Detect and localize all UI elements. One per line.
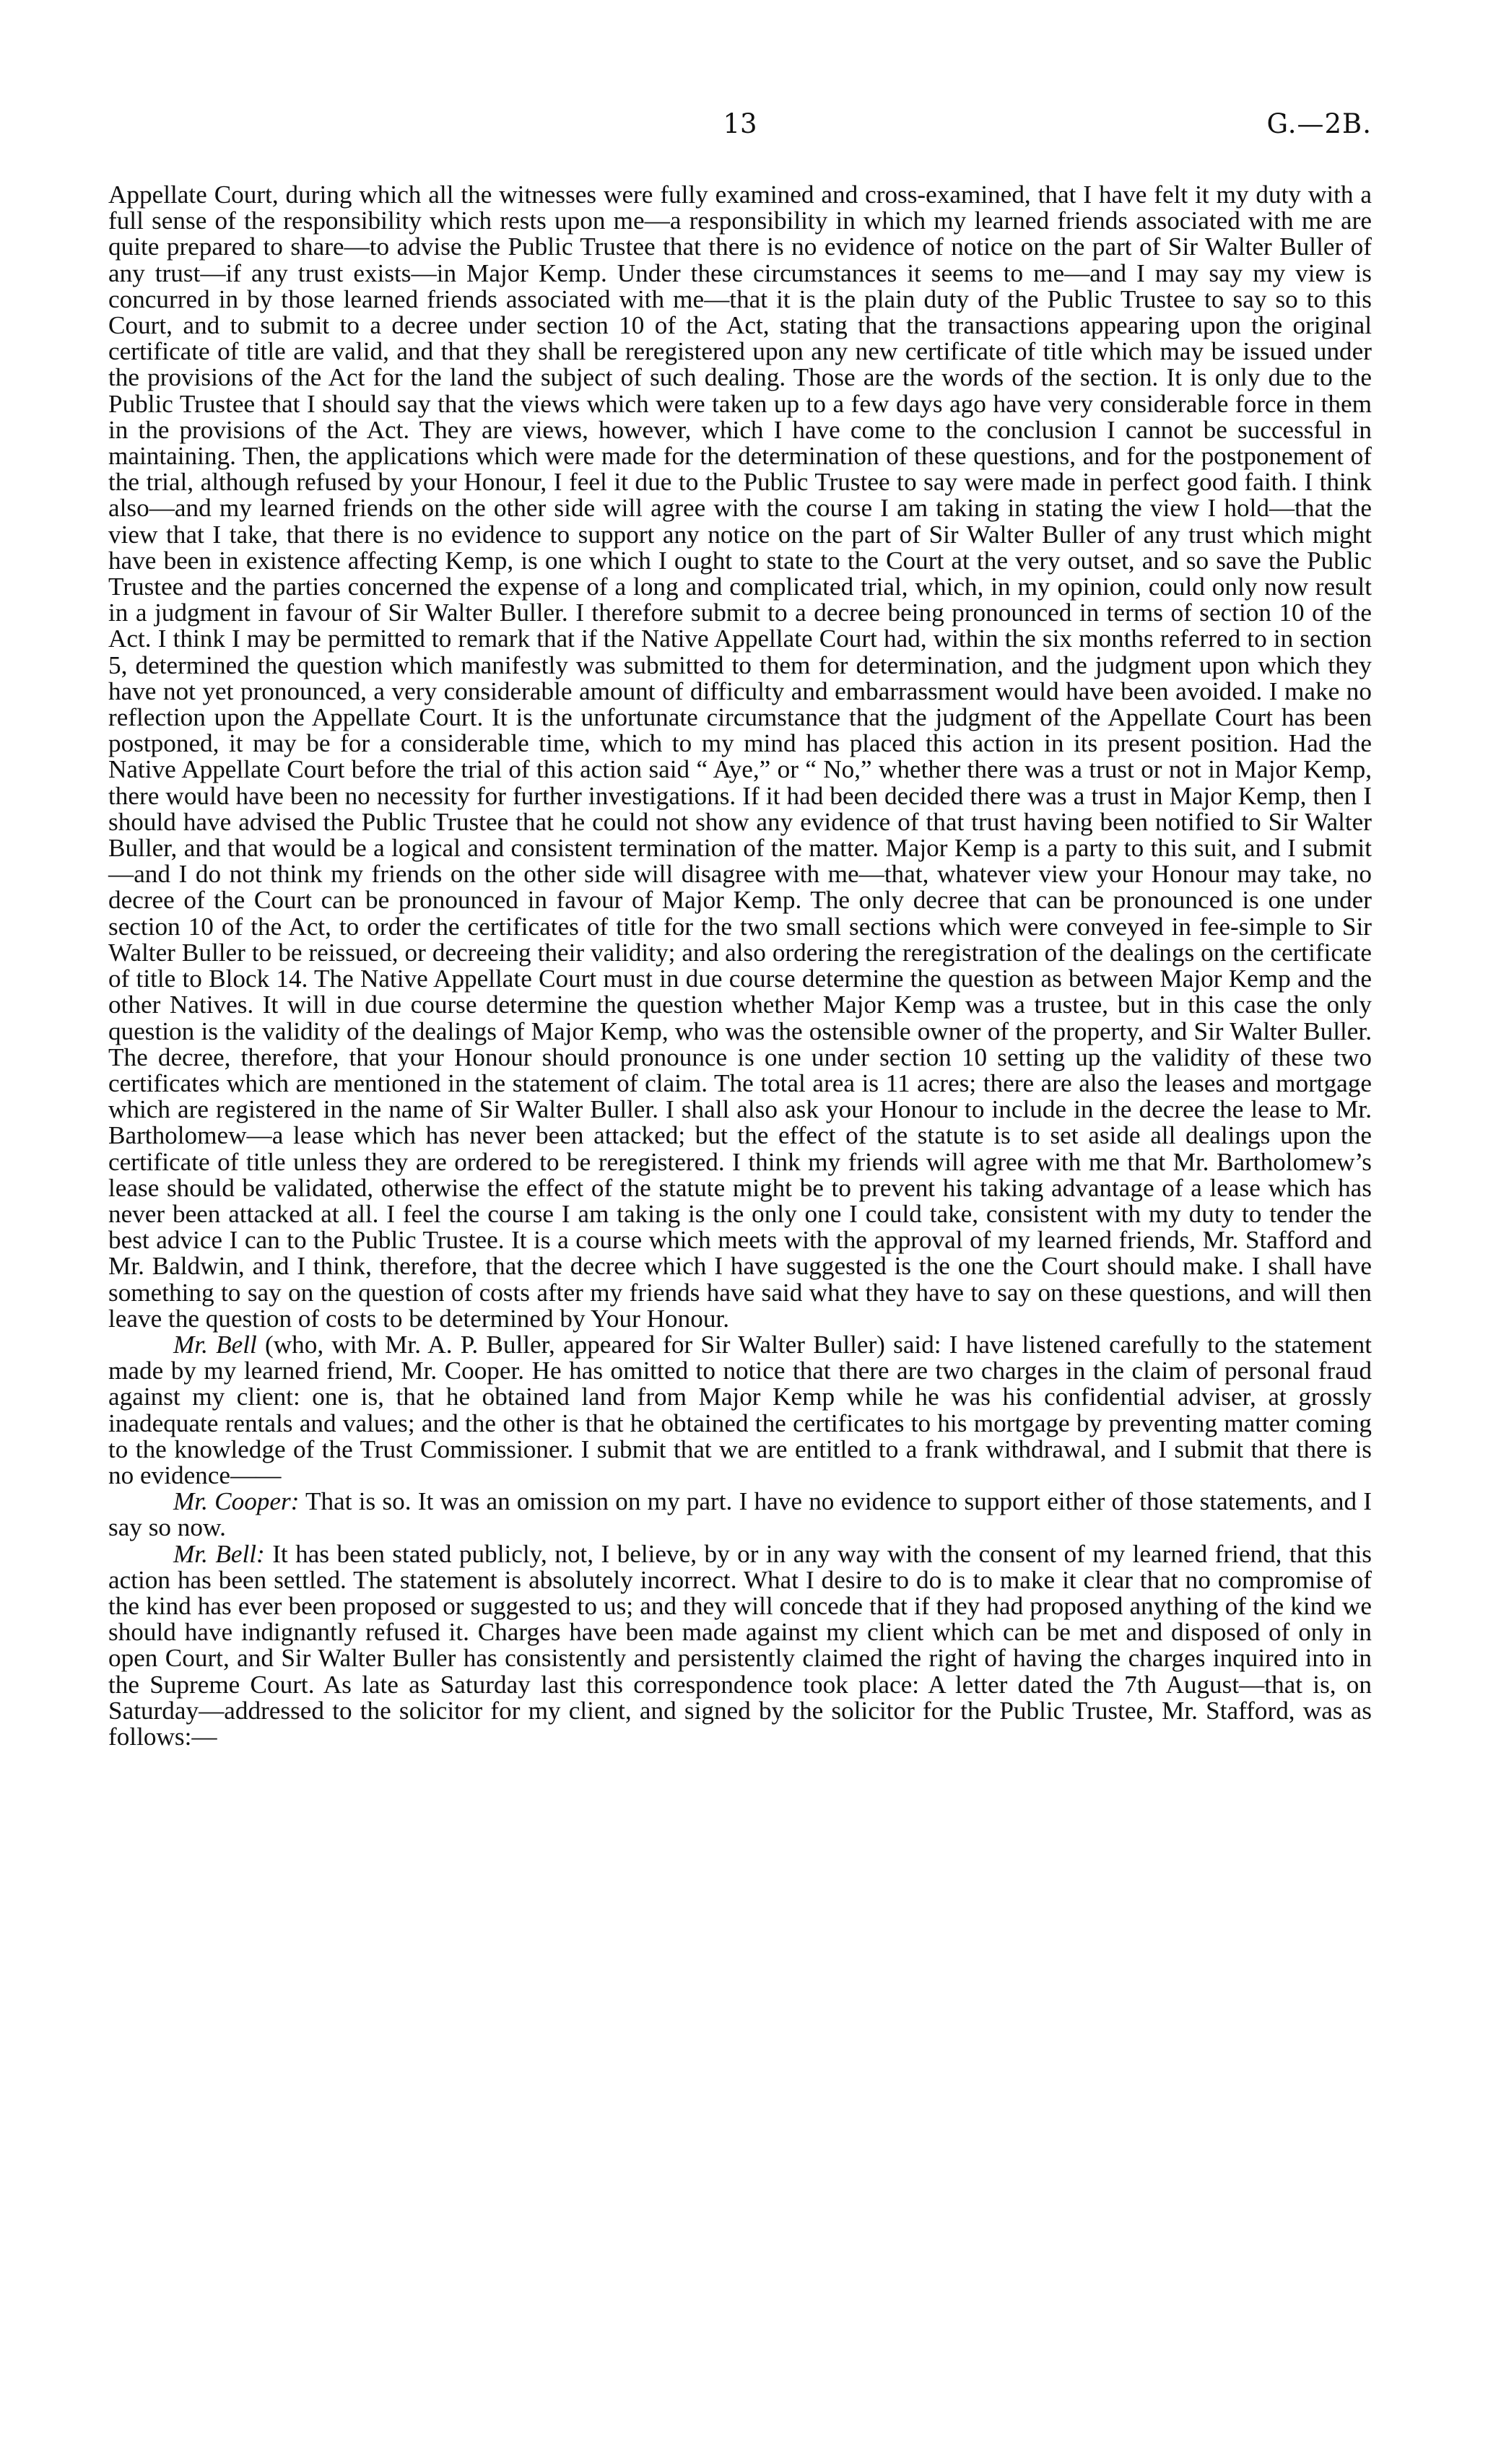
page-number: 13 [723, 108, 757, 139]
paragraph-text: (who, with Mr. A. P. Buller, appeared for Sir Walter Buller) said: I have listened carefully to the statement made by my learned friend, Mr. Cooper. He has omitted to notice that there are two charges in the claim of personal fraud against my client: one is, that he obtained land from Major Kemp while he was his confidential adviser, at grossly inadequate rentals and values; and the other is that he obtained the certificates to his mortgage by preventing matter coming to the knowledge of the Trust Commissioner. I submit that we are entitled to a frank withdrawal, and I submit that there is no evidence—— [108, 1330, 1372, 1489]
speaker-name: Mr. Bell [173, 1330, 257, 1359]
body-text [108, 182, 1372, 1750]
paragraph-cooper-reply [108, 1489, 1372, 1541]
paragraph-text: That is so. It was an omission on my part. I have no evidence to support either of those statements, and I say so now. [108, 1487, 1372, 1542]
page-header [108, 108, 1372, 152]
paragraph-bell-reply [108, 1541, 1372, 1751]
paragraph-bell-statement [108, 1332, 1372, 1489]
speaker-name: Mr. Bell: [173, 1539, 265, 1568]
paragraph-text: It has been stated publicly, not, I believe, by or in any way with the consent of my learned friend, that this action has been settled. The statement is absolutely incorrect. What I desire to do is to make it clear that no compromise of the kind has ever been proposed or suggested to us; and they will concede that if they had proposed anything of the kind we should have indignantly refused it. Charges have been made against my client which can be met and disposed of only in open Court, and Sir Walter Buller has consistently and persistently claimed the right of having the charges inquired into in the Supreme Court. As late as Saturday last this correspondence took place: A letter dated the 7th August—that is, on Saturday—addressed to the solicitor for my client, and signed by the solicitor for the Public Trustee, Mr. Stafford, was as follows:— [108, 1539, 1372, 1751]
paragraph-counsel-statement [108, 182, 1372, 1332]
paragraph-text: Appellate Court, during which all the witnesses were fully examined and cross-examined, that I have felt it my duty with a full sense of the responsibility which rests upon me—a responsibility in which my learned friends associated with me are quite prepared to share—to advise the Public Trustee that there is no evidence of notice on the part of Sir Walter Buller of any trust—if any trust exists—in Major Kemp. Under these circumstances it seems to me—and I may say my view is concurred in by those learned friends associated with me—that it is the plain duty of the Public Trustee to say so to this Court, and to submit to a decree under section 10 of the Act, stating that the transactions appearing upon the original certificate of title are valid, and that they shall be reregistered upon any new certificate of title which may be issued under the provisions of the Act for the land the subject of such dealing. Those are the words of the section. It is only due to the Public Trustee that I should say that the views which were taken up to a few days ago have very considerable force in them in the provisions of the Act. They are views, however, which I have come to the conclusion I cannot be successful in maintaining. Then, the applications which were made for the determination of these questions, and for the postponement of the trial, although refused by your Honour, I feel it due to the Public Trustee to say were made in perfect good faith. I think also—and my learned friends on the other side will agree with the course I am taking in stating the view I hold—that the view that I take, that there is no evidence to support any notice on the part of Sir Walter Buller of any trust which might have been in existence affecting Kemp, is one which I ought to state to the Court at the very outset, and so save the Public Trustee and the parties concerned the expense of a long and complicated trial, which, in my opinion, could only now result in a judgment in favour of Sir Walter Buller. I therefore submit to a decree being pronounced in terms of section 10 of the Act. I think I may be permitted to remark that if the Native Appellate Court had, within the six months referred to in section 5, determined the question which manifestly was submitted to them for determination, and the judgment upon which they have not yet pronounced, a very considerable amount of difficulty and embarrassment would have been avoided. I make no reflection upon the Appellate Court. It is the unfortunate circumstance that the judgment of the Appellate Court has been postponed, it may be for a considerable time, which to my mind has placed this action in its present position. Had the Native Appellate Court before the trial of this action said “ Aye,” or “ No,” whether there was a trust or not in Major Kemp, there would have been no necessity for further investigations. If it had been decided there was a trust in Major Kemp, then I should have advised the Public Trustee that he could not show any evidence of that trust having been notified to Sir Walter Buller, and that would be a logical and consistent termination of the matter. Major Kemp is a party to this suit, and I submit—and I do not think my friends on the other side will disagree with me—that, whatever view your Honour may take, no decree of the Court can be pronounced in favour of Major Kemp. The only decree that can be pronounced is one under section 10 of the Act, to order the certificates of title for the two small sections which were conveyed in fee-simple to Sir Walter Buller to be reissued, or decreeing their validity; and also ordering the reregistration of the dealings on the certificate of title to Block 14. The Native Appellate Court must in due course determine the question as between Major Kemp and the other Natives. It will in due course determine the question whether Major Kemp was a trustee, but in this case the only question is the validity of the dealings of Major Kemp, who was the ostensible owner of the property, and Sir Walter Buller. The decree, therefore, that your Honour should pronounce is one under section 10 setting up the validity of these two certificates which are mentioned in the statement of claim. The total area is 11 acres; there are also the leases and mortgage which are registered in the name of Sir Walter Buller. I shall also ask your Honour to include in the decree the lease to Mr. Bartholomew—a lease which has never been attacked; but the effect of the statute is to set aside all dealings upon the certificate of title unless they are ordered to be reregistered. I think my friends will agree with me that Mr. Bartholomew’s lease should be validated, otherwise the effect of the statute might be to prevent his taking advantage of a lease which has never been attacked at all. I feel the course I am taking is the only one I could take, consistent with my duty to tender the best advice I can to the Public Trustee. It is a course which meets with the approval of my learned friends, Mr. Stafford and Mr. Baldwin, and I think, therefore, that the decree which I have suggested is the one the Court should make. I shall have something to say on the question of costs after my friends have said what they have to say on these questions, and will then leave the question of costs to be determined by Your Honour. [108, 180, 1372, 1333]
document-reference: G.—2B. [1266, 108, 1372, 139]
speaker-name: Mr. Cooper: [173, 1487, 300, 1516]
